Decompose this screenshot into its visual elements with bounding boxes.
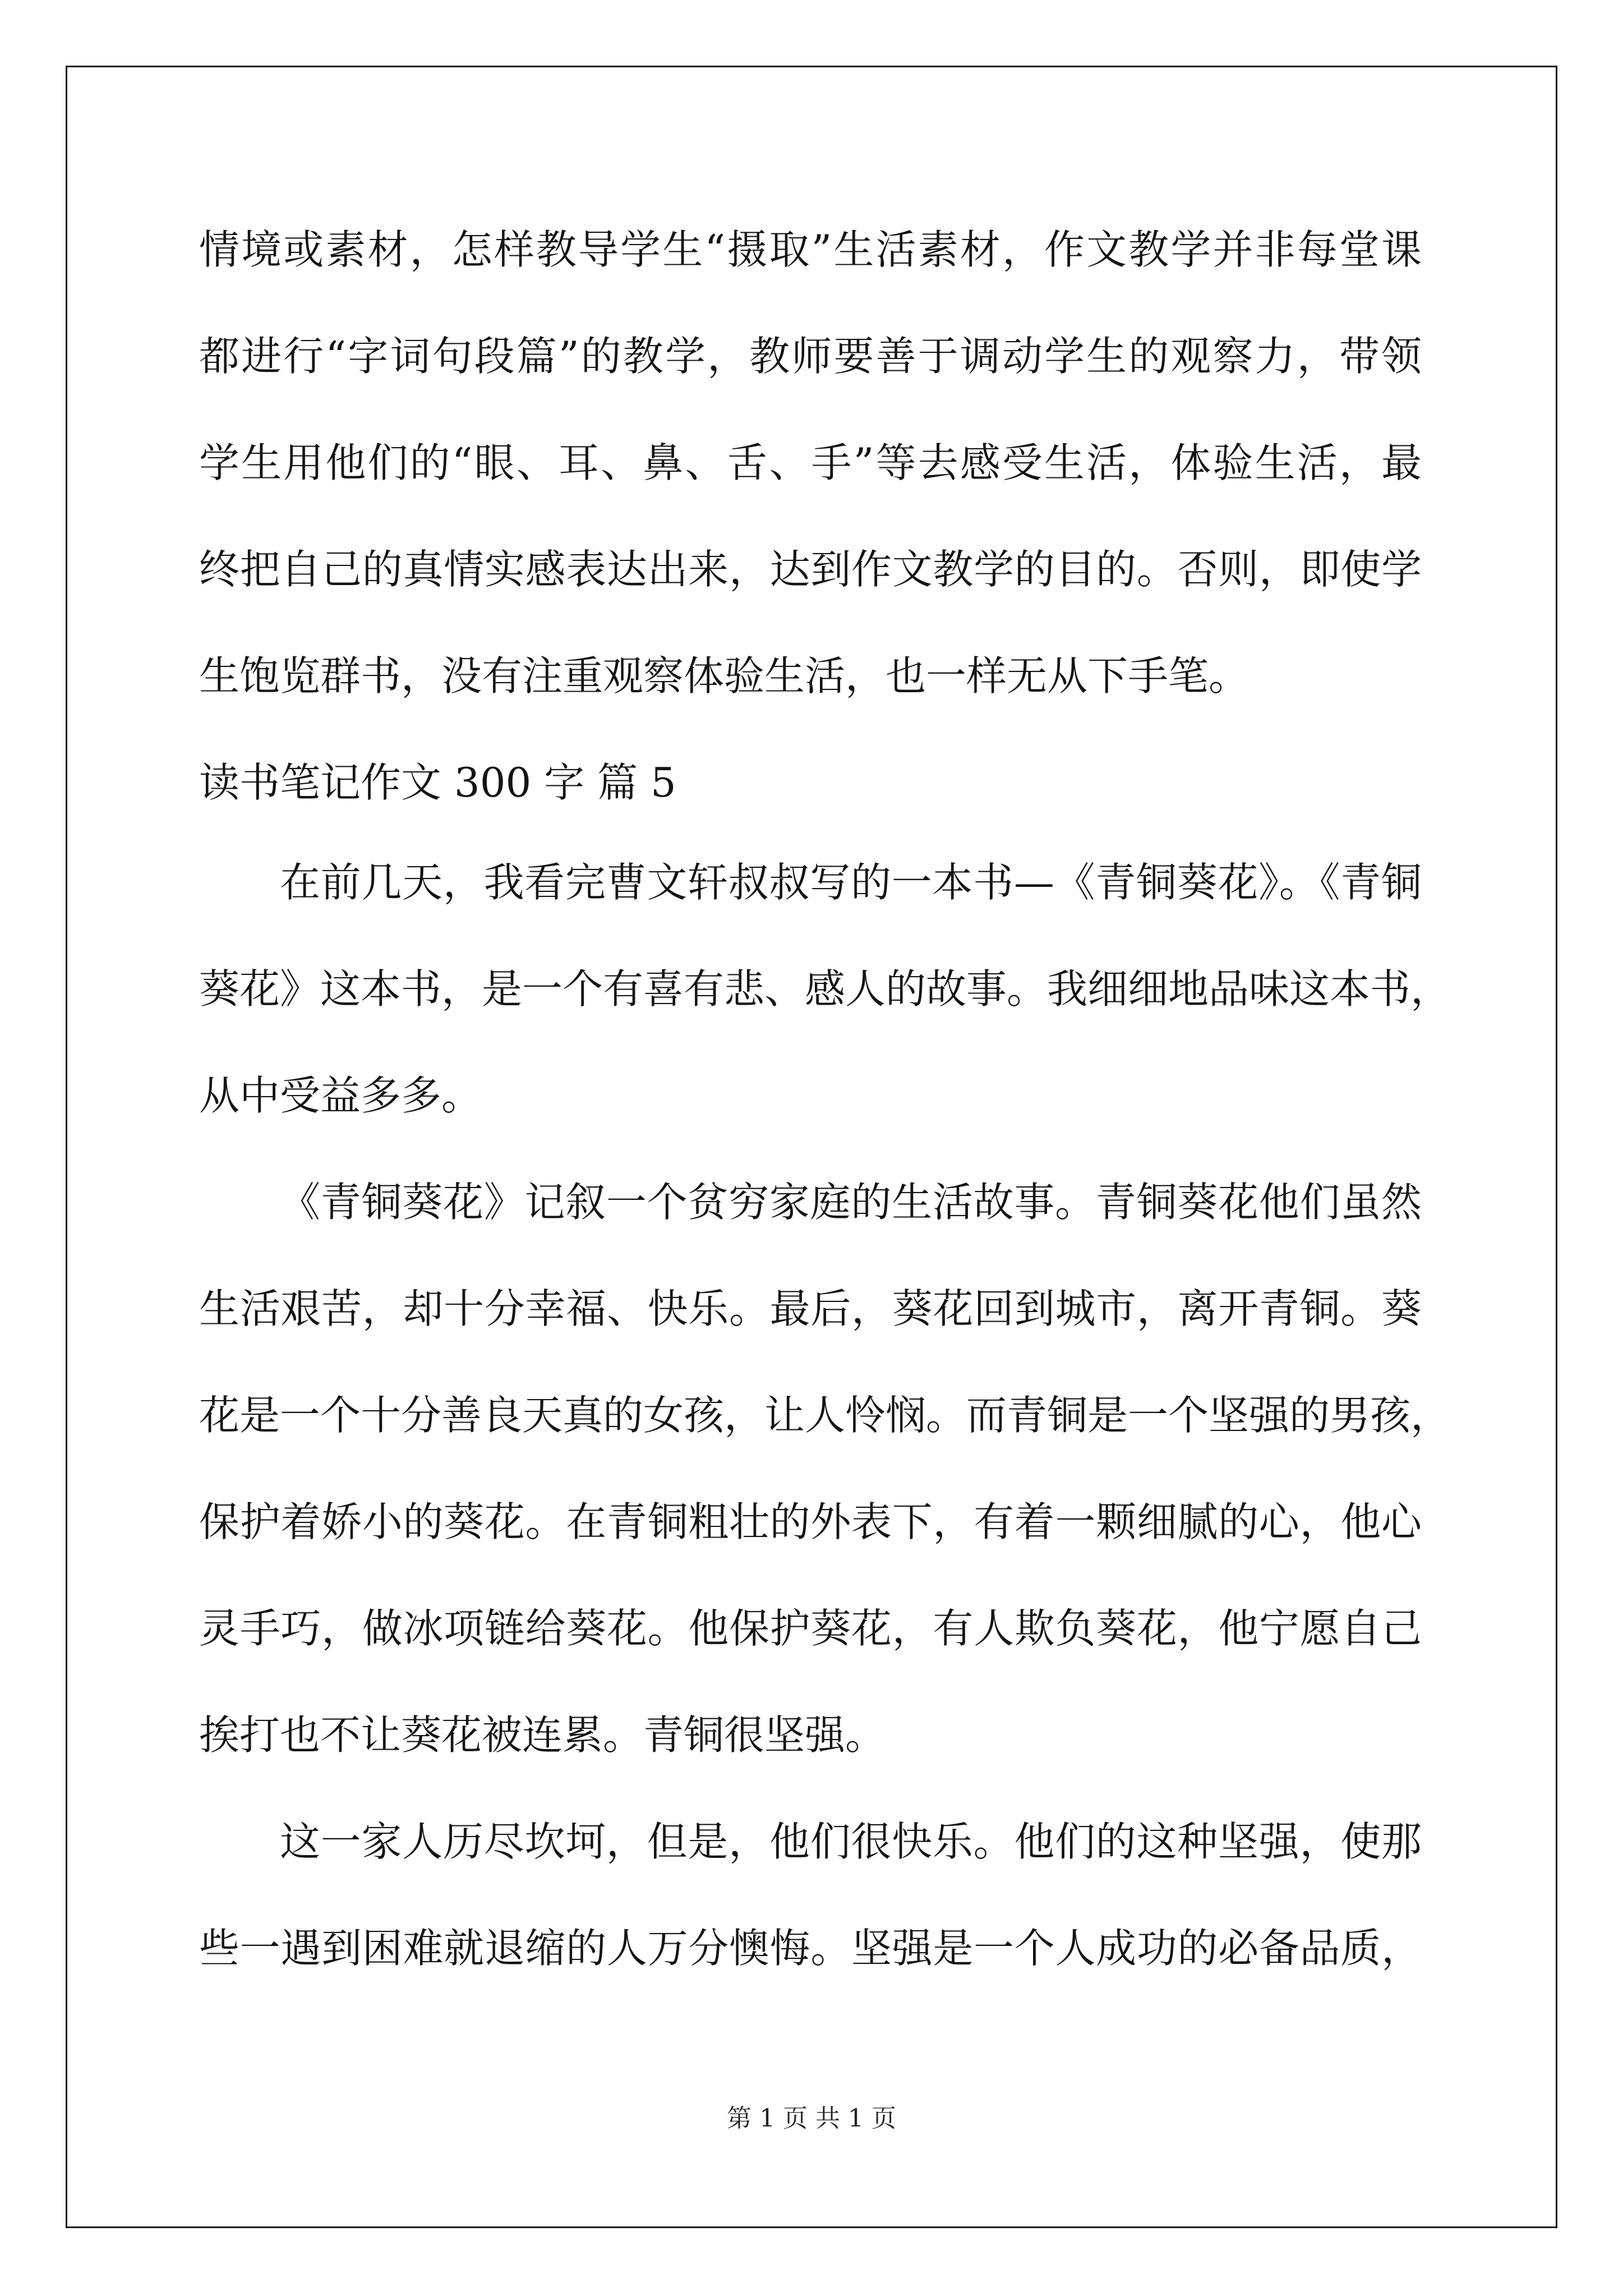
text-line-12-content: 花是一个十分善良天真的女孩，让人怜悯。而青铜是一个坚强的男孩， [199,1392,1451,1439]
text-line-7-content: 在前几天，我看完曹文轩叔叔写的一本书—《青铜葵花》。《青铜 [280,859,1422,906]
text-line-1 [199,216,1422,323]
text-line-8-content: 葵花》这本书，是一个有喜有悲、感人的故事。我细细地品味这本书， [199,965,1451,1013]
text-line-15-content: 挨打也不让葵花被连累。青铜很坚强。 [199,1711,886,1759]
text-line-8 [199,955,1451,1062]
text-line-5-content: 生饱览群书，没有注重观察体验生活，也一样无从下手笔。 [199,652,1249,700]
text-line-3 [199,429,1422,536]
text-line-5 [199,642,1422,749]
text-line-15 [199,1701,1422,1808]
text-line-17-content: 些一遇到困难就退缩的人万分懊悔。坚强是一个人成功的必备品质， [199,1925,1422,1972]
text-line-9-content: 从中受益多多。 [199,1072,482,1119]
text-line-16-content: 这一家人历尽坎坷，但是，他们很快乐。他们的这种坚强，使那 [280,1818,1422,1865]
text-line-1-content: 情境或素材，怎样教导学生“摄取”生活素材，作文教学并非每堂课 [199,226,1422,273]
text-line-13-content: 保护着娇小的葵花。在青铜粗壮的外表下，有着一颗细腻的心，他心 [199,1498,1422,1545]
page-footer [0,2098,1623,2134]
text-line-13 [199,1488,1422,1595]
text-line-2 [199,323,1422,429]
text-line-14-content: 灵手巧，做冰项链给葵花。他保护葵花，有人欺负葵花，他宁愿自己 [199,1605,1422,1652]
text-line-7 [199,849,1422,955]
page-number: 第 1 页 共 1 页 [727,2104,896,2133]
text-line-11 [199,1275,1422,1382]
section-title-text: 读书笔记作文 300 字 篇 5 [199,759,676,806]
text-line-14 [199,1595,1422,1701]
text-line-2-content: 都进行“字词句段篇”的教学，教师要善于调动学生的观察力，带领 [199,333,1422,380]
text-line-10 [199,1168,1422,1275]
document-body [199,216,1451,2021]
text-line-4-content: 终把自己的真情实感表达出来，达到作文教学的目的。否则，即使学 [199,546,1422,593]
text-line-16 [199,1808,1422,1915]
text-line-11-content: 生活艰苦，却十分幸福、快乐。最后，葵花回到城市，离开青铜。葵 [199,1285,1422,1332]
text-line-4 [199,536,1422,642]
section-title [199,749,1422,849]
text-line-12 [199,1382,1451,1488]
text-line-3-content: 学生用他们的“眼、耳、鼻、舌、手”等去感受生活，体验生活，最 [199,439,1422,486]
text-line-9 [199,1062,1422,1168]
text-line-10-content: 《青铜葵花》记叙一个贫穷家庭的生活故事。青铜葵花他们虽然 [280,1179,1422,1226]
text-line-17 [199,1915,1422,2021]
